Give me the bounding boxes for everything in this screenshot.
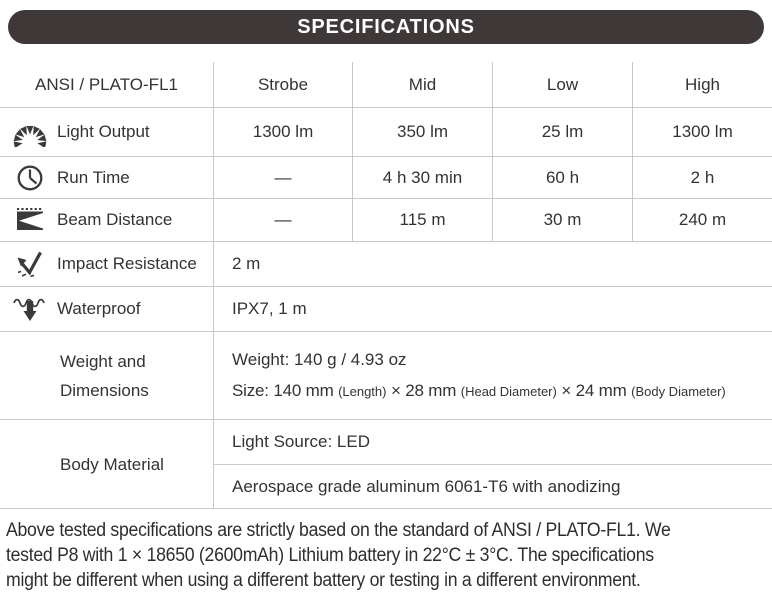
footnote-line-1: Above tested specifications are strictly based on the standard of ANSI / PLATO-FL1. We xyxy=(6,520,671,541)
header-strobe: Strobe xyxy=(213,62,352,107)
row-body-material xyxy=(0,420,772,509)
waterproof-value: IPX7, 1 m xyxy=(213,287,772,331)
weight-value: Weight: 140 g / 4.93 oz xyxy=(232,350,407,369)
row-label: Run Time xyxy=(57,167,130,187)
header-mid: Mid xyxy=(352,62,492,107)
light-output-low: 25 lm xyxy=(492,108,632,156)
run-time-strobe: — xyxy=(213,157,352,198)
beam-distance-icon xyxy=(7,207,53,233)
row-label: Impact Resistance xyxy=(57,254,197,273)
run-time-high: 2 h xyxy=(632,157,772,198)
run-time-mid: 4 h 30 min xyxy=(352,157,492,198)
row-waterproof xyxy=(0,287,772,332)
row-light-output xyxy=(0,108,772,157)
header-standard: ANSI / PLATO-FL1 xyxy=(35,74,178,94)
row-beam-distance xyxy=(0,199,772,242)
clock-icon xyxy=(7,163,53,193)
footnote-line-3: might be different when using a different battery or testing in a different environment. xyxy=(6,570,641,591)
light-output-rays-icon xyxy=(7,117,53,147)
row-label: Body Material xyxy=(60,455,164,474)
table-header-row xyxy=(0,62,772,108)
light-output-high: 1300 lm xyxy=(632,108,772,156)
row-label-line1: Weight and xyxy=(60,351,146,371)
beam-distance-strobe: — xyxy=(213,199,352,241)
row-label: Waterproof xyxy=(57,299,141,318)
waterproof-icon xyxy=(7,294,53,324)
row-run-time xyxy=(0,157,772,199)
row-impact-resistance xyxy=(0,242,772,287)
beam-distance-high: 240 m xyxy=(632,199,772,241)
footnote-line-2: tested P8 with 1 × 18650 (2600mAh) Lithium battery in 22°C ± 3°C. The specifications xyxy=(6,545,654,566)
body-material-value: Aerospace grade aluminum 6061-T6 with anodizing xyxy=(232,477,621,496)
header-low: Low xyxy=(492,62,632,107)
light-output-mid: 350 lm xyxy=(352,108,492,156)
light-output-strobe: 1300 lm xyxy=(213,108,352,156)
impact-resistance-value: 2 m xyxy=(213,242,772,286)
header-high: High xyxy=(632,62,772,107)
page-title: SPECIFICATIONS xyxy=(297,15,475,38)
row-label: Beam Distance xyxy=(57,210,173,229)
size-value: Size: 140 mm (Length) × 28 mm (Head Diameter) × 24 mm (Body Diameter) xyxy=(232,381,726,400)
row-weight-dimensions xyxy=(0,332,772,420)
footnote xyxy=(6,518,772,593)
row-label: Light Output xyxy=(57,122,150,141)
specifications-title-bar xyxy=(8,10,764,44)
row-label-line2: Dimensions xyxy=(60,380,149,400)
spec-table xyxy=(0,62,772,509)
beam-distance-low: 30 m xyxy=(492,199,632,241)
beam-distance-mid: 115 m xyxy=(352,199,492,241)
light-source-value: Light Source: LED xyxy=(214,420,772,465)
impact-resistance-icon xyxy=(7,249,53,279)
run-time-low: 60 h xyxy=(492,157,632,198)
